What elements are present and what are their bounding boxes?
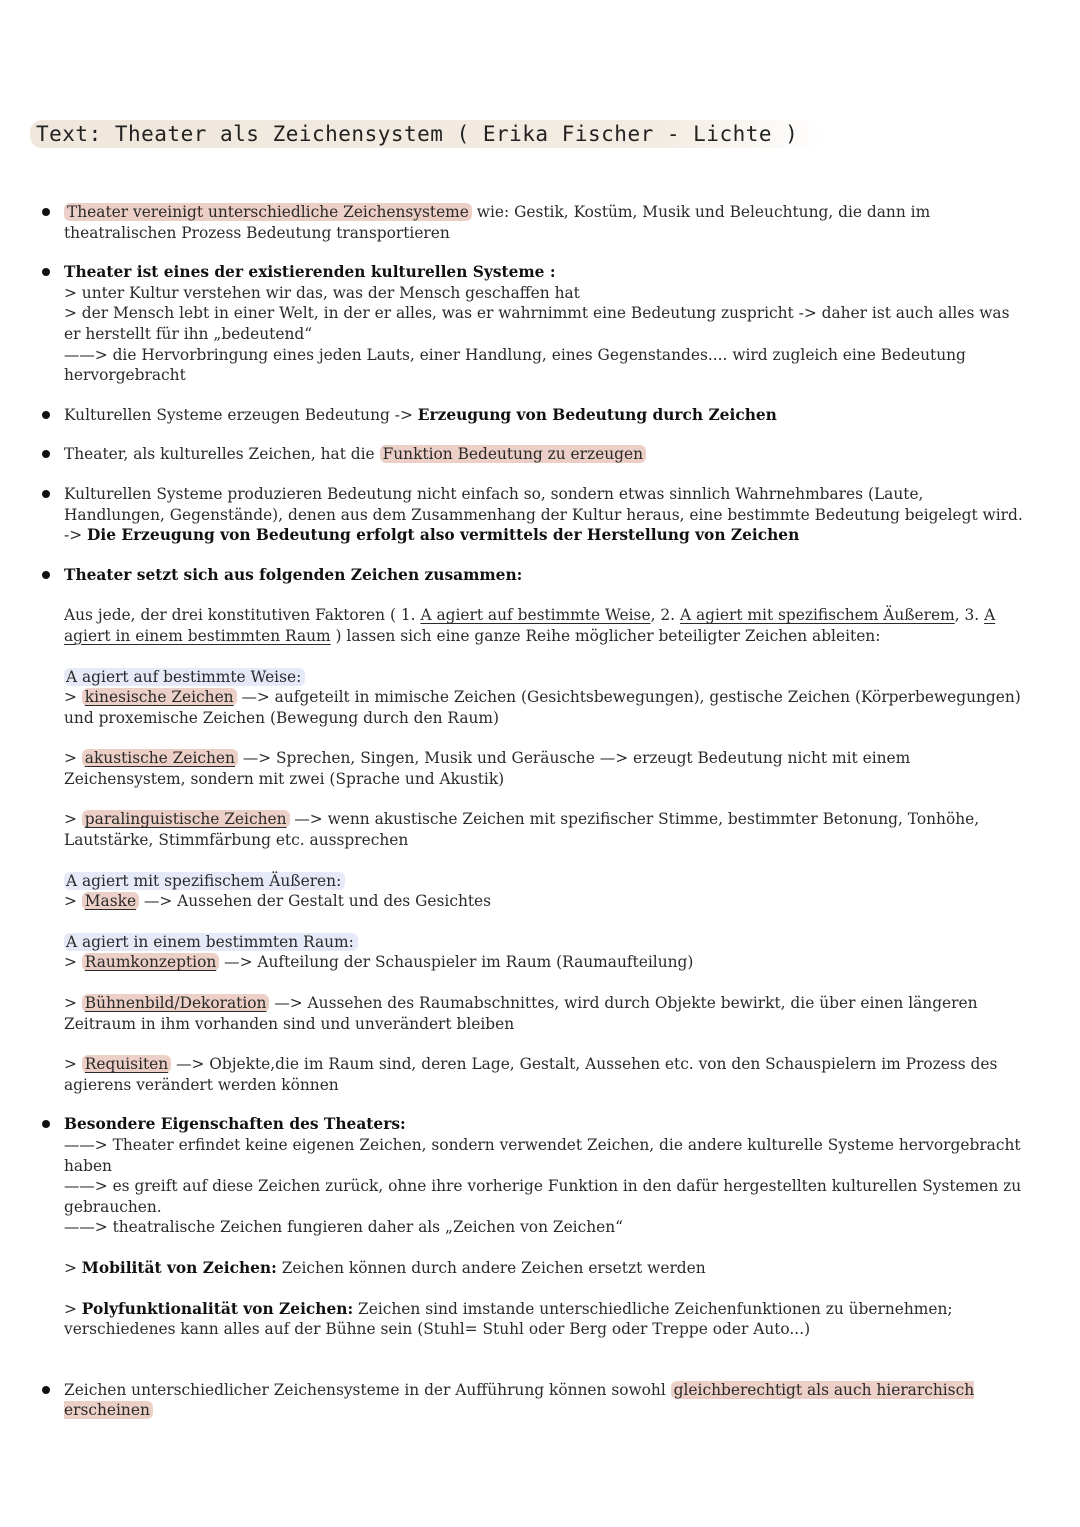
bullet-heading: Theater setzt sich aus folgenden Zeichen zusammen:	[64, 565, 523, 584]
term: Maske	[82, 892, 139, 910]
bullet-dot-icon	[42, 1120, 50, 1128]
notes-content	[64, 202, 1024, 1440]
bullet-dot-icon	[42, 450, 50, 458]
bullet-produktion: Kulturellen Systeme produzieren Bedeutung nicht einfach so, sondern etwas sinnlich Wahrnehmbares (Laute, Handlungen, Gegenstände), denen aus dem Zusammenhang der Kultur heraus, eine bestimmte Bedeutung beigelegt wird. -> Die Erzeugung von Bedeutung erfolgt also vermittels der Herstellung von Zeichen	[64, 484, 1024, 546]
bullet-dot-icon	[42, 490, 50, 498]
bullet-kulturelle-systeme: Theater ist eines der existierenden kulturellen Systeme : > unter Kultur verstehen wir das, was der Mensch geschaffen hat > der Mensch lebt in einer Welt, in der er alles, was er wahrnimmt eine Bedeutung zuspricht -> daher ist auch alles was er herstellt für ihn „bedeutend“ ——> die Hervorbringung eines jeden Lauts, einer Handlung, eines Gegenstandes.... wird zugleich eine Bedeutung hervorgebracht	[64, 262, 1024, 386]
bullet-erzeugung: Kulturellen Systeme erzeugen Bedeutung -> Erzeugung von Bedeutung durch Zeichen	[64, 405, 1024, 426]
bullet-aufführung: Zeichen unterschiedlicher Zeichensysteme in der Aufführung können sowohl gleichberechtigt als auch hierarchisch erscheinen	[64, 1380, 1024, 1421]
group-label: A agiert auf bestimmte Weise:	[64, 668, 305, 686]
term: Bühnenbild/Dekoration	[82, 994, 270, 1012]
bullet-funktion: Theater, als kulturelles Zeichen, hat die Funktion Bedeutung zu erzeugen	[64, 444, 1024, 465]
term: Raumkonzeption	[82, 953, 219, 971]
term: kinesische Zeichen	[82, 688, 237, 706]
page-title: Text: Theater als Zeichensystem ( Erika Fischer - Lichte )	[30, 120, 822, 148]
bullet-heading: Besondere Eigenschaften des Theaters:	[64, 1115, 406, 1134]
bullet-heading: Theater ist eines der existierenden kulturellen Systeme :	[64, 263, 556, 282]
bullet-dot-icon	[42, 1386, 50, 1394]
term: Requisiten	[82, 1055, 171, 1073]
highlight: Funktion Bedeutung zu erzeugen	[380, 445, 646, 463]
term: akustische Zeichen	[82, 749, 238, 767]
bullet-dot-icon	[42, 411, 50, 419]
term: paralinguistische Zeichen	[82, 810, 290, 828]
highlight: gleichberechtigt als auch hierarchisch erscheinen	[64, 1380, 975, 1420]
group-label: A agiert in einem bestimmten Raum:	[64, 933, 358, 951]
bullet-zeichen-zusammensetzung: Theater setzt sich aus folgenden Zeichen zusammen: Aus jede, der drei konstitutiven Faktoren ( 1. A agiert auf bestimmte Weise, 2. A agiert mit spezifischem Äußerem, 3. A agiert in einem bestimmten Raum ) lassen sich eine ganze Reihe möglicher beteiligter Zeichen ableiten: A agiert auf bestimmte Weise: > kinesische Zeichen —> aufgeteilt in mimische Zeichen (Gesichtsbewegungen), gestische Zeichen (Körperbewegungen) und proxemische Zeichen (Bewegung durch den Raum) > akustische Zeichen —> Sprechen, Singen, Musik und Geräusche —> erzeugt Bedeutung nicht mit einem Zeichensystem, sondern mit zwei (Sprache und Akustik) > paralinguistische Zeichen —> wenn akustische Zeichen mit spezifischer Stimme, bestimmter Betonung, Tonhöhe, Lautstärke, Stimmfärbung etc. aussprechen A agiert mit spezifischem Äußeren: > Maske —> Aussehen der Gestalt und des Gesichtes A agiert in einem bestimmten Raum: > Raumkonzeption —> Aufteilung der Schauspieler im Raum (Raumaufteilung) > Bühnenbild/Dekoration —> Aussehen des Raumabschnittes, wird durch Objekte bewirkt, die über einen längeren Zeitraum in ihm vorhanden sind und unverändert bleiben > Requisiten —> Objekte,die im Raum sind, deren Lage, Gestalt, Aussehen etc. von den Schauspielern im Prozess des agierens verändert werden können	[64, 565, 1024, 1096]
bullet-dot-icon	[42, 208, 50, 216]
bullet-dot-icon	[42, 571, 50, 579]
bullet-dot-icon	[42, 268, 50, 276]
group-label: A agiert mit spezifischem Äußeren:	[64, 872, 345, 890]
bullet-eigenschaften: Besondere Eigenschaften des Theaters: ——> Theater erfindet keine eigenen Zeichen, sondern verwendet Zeichen, die andere kulturelle Systeme hervorgebracht haben ——> es greift auf diese Zeichen zurück, ohne ihre vorherige Funktion in den dafür hergestellten kulturellen Systemen zu gebrauchen. ——> theatralische Zeichen fungieren daher als „Zeichen von Zeichen“ > Mobilität von Zeichen: Zeichen können durch andere Zeichen ersetzt werden > Polyfunktionalität von Zeichen: Zeichen sind imstande unterschiedliche Zeichenfunktionen zu übernehmen; verschiedenes kann alles auf der Bühne sein (Stuhl= Stuhl oder Berg oder Treppe oder Auto...)	[64, 1114, 1024, 1339]
highlight: Theater vereinigt unterschiedliche Zeichensysteme	[64, 203, 472, 221]
bullet-zeichensysteme: Theater vereinigt unterschiedliche Zeichensysteme wie: Gestik, Kostüm, Musik und Beleuchtung, die dann im theatralischen Prozess Bedeutung transportieren	[64, 202, 1024, 243]
